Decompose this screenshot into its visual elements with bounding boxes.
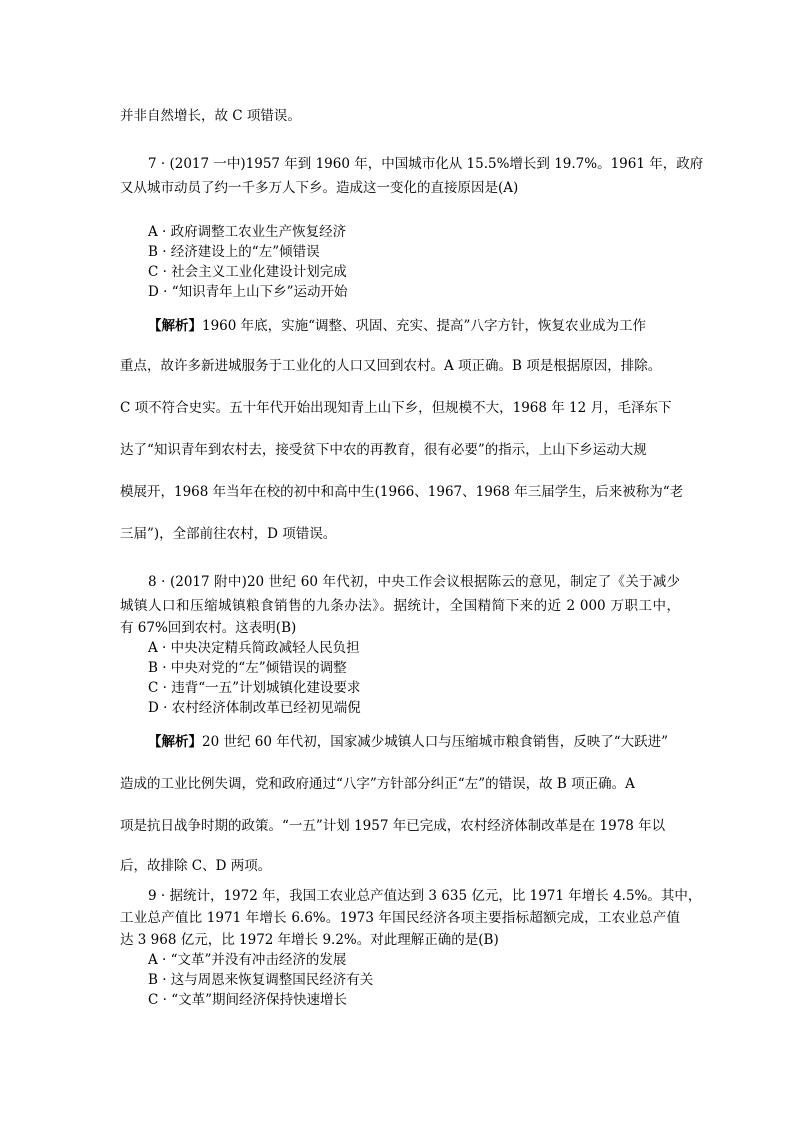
question-7-option-a: A · 政府调整工农业生产恢复经济 <box>148 224 347 240</box>
question-9-option-a: A · “文革”并没有冲击经济的发展 <box>148 952 347 968</box>
question-7-analysis-line-1 <box>148 316 680 336</box>
analysis-tag: 【解析】 <box>148 734 202 750</box>
question-7-option-d: D · “知识青年上山下乡”运动开始 <box>148 284 348 300</box>
question-8-option-c: C · 违背“一五”计划城镇化建设要求 <box>148 680 361 696</box>
question-8-stem-line-1: 8 · (2017 附中)20 世纪 60 年代初，中央工作会议根据陈云的意见，制定了《关于减少 <box>148 574 680 590</box>
question-7-analysis-line-4: 达了“知识青年到农村去，接受贫下中农的再教育，很有必要”的指示，上山下乡运动大规 <box>120 442 647 458</box>
question-8-analysis-line-2: 造成的工业比例失调，党和政府通过“八字”方针部分纠正“左”的错误，故 B 项正确。A <box>120 776 635 792</box>
question-9-stem-line-3: 达 3 968 亿元，比 1972 年增长 9.2%。对此理解正确的是(B) <box>120 932 499 948</box>
question-9-stem-line-2: 工业总产值比 1971 年增长 6.6%。1973 年国民经济各项主要指标超额完成，工农业总产值 <box>120 910 680 926</box>
question-7-analysis-line-2: 重点，故许多新进城服务于工业化的人口又回到农村。A 项正确。B 项是根据原因，排除。 <box>120 358 662 374</box>
previous-answer-tail: 并非自然增长，故 C 项错误。 <box>120 108 301 124</box>
question-8-option-a: A · 中央决定精兵简政减轻人民负担 <box>148 640 360 656</box>
question-7-option-c: C · 社会主义工业化建设计划完成 <box>148 264 347 280</box>
question-8-option-d: D · 农村经济体制改革已经初见端倪 <box>148 700 361 716</box>
question-7-analysis-line-6: 三届”)，全部前往农村，D 项错误。 <box>120 526 337 542</box>
question-8-analysis-line-1 <box>148 732 680 752</box>
question-7-stem-line-1: 7 · (2017 一中)1957 年到 1960 年，中国城市化从 15.5%增长到 19.7%。1961 年，政府 <box>148 156 704 172</box>
question-9-option-b: B · 这与周恩来恢复调整国民经济有关 <box>148 972 374 988</box>
question-7-option-b: B · 经济建设上的“左”倾错误 <box>148 244 320 260</box>
question-8-stem-line-3: 有 67%回到农村。这表明(B) <box>120 620 297 636</box>
question-7-analysis-line-3: C 项不符合史实。五十年代开始出现知青上山下乡，但规模不大，1968 年 12 月，毛泽东下 <box>120 400 672 416</box>
question-7-stem-line-2: 又从城市动员了约一千多万人下乡。造成这一变化的直接原因是(A) <box>120 180 519 196</box>
question-9-stem-line-1: 9 · 据统计，1972 年，我国工农业总产值达到 3 635 亿元，比 1971 年增长 4.5%。其中， <box>148 888 702 904</box>
question-8-analysis-line-3: 项是抗日战争时期的政策。“一五”计划 1957 年已完成，农村经济体制改革是在 1978 年以 <box>120 818 666 834</box>
question-8-stem-line-2: 城镇人口和压缩城镇粮食销售的九条办法》。据统计，全国精简下来的近 2 000 万职工中， <box>120 598 680 614</box>
question-9-option-c: C · “文革”期间经济保持快速增长 <box>148 992 348 1008</box>
question-8-analysis-line-4: 后，故排除 C、D 两项。 <box>120 858 272 874</box>
question-8-option-b: B · 中央对党的“左”倾错误的调整 <box>148 660 347 676</box>
analysis-text: 1960 年底，实施“调整、巩固、充实、提高”八字方针，恢复农业成为工作 <box>202 318 646 334</box>
question-7-analysis-line-5: 模展开，1968 年当年在校的初中和高中生(1966、1967、1968 年三届学生，后来被称为“老 <box>120 484 684 500</box>
analysis-tag: 【解析】 <box>148 318 202 334</box>
analysis-text: 20 世纪 60 年代初，国家减少城镇人口与压缩城市粮食销售，反映了“大跃进” <box>202 734 669 750</box>
